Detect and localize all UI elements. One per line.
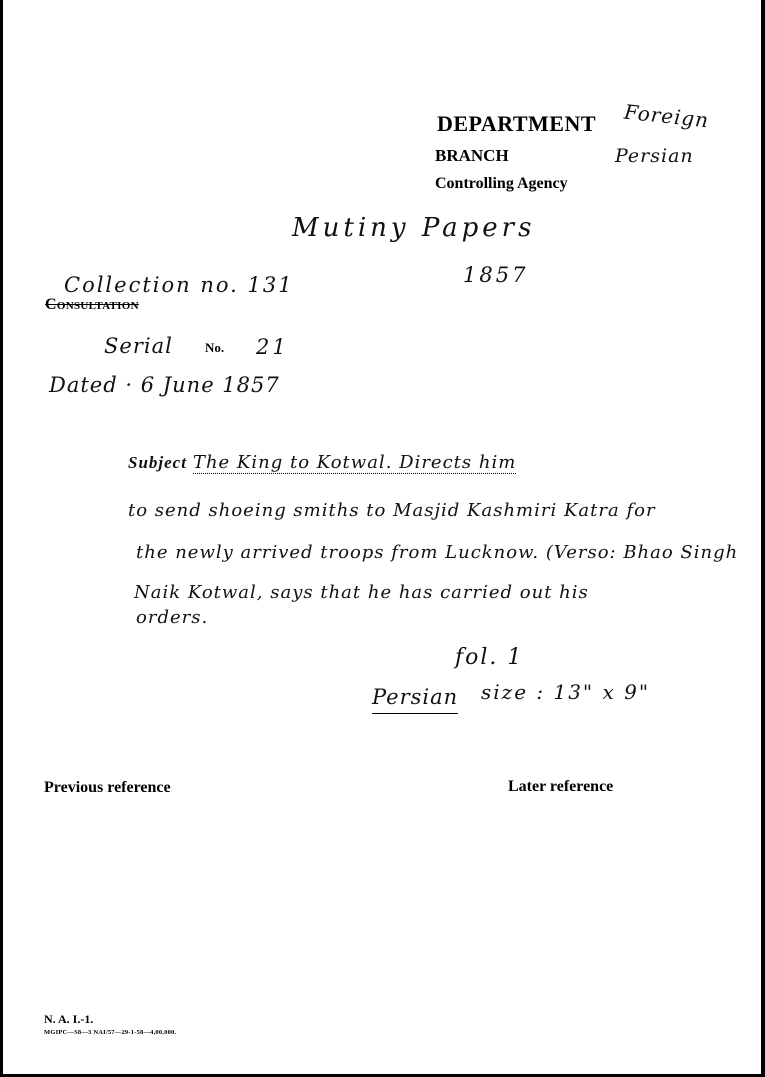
- print-code: MGIPC—S8—3 NAI/57—29-1-58—4,00,000.: [44, 1029, 177, 1036]
- page-border-left: [0, 0, 3, 1077]
- serial-no-label: No.: [205, 340, 225, 355]
- collection-year: 1857: [463, 263, 529, 287]
- collection-title: Mutiny Papers: [292, 213, 536, 243]
- subject-line-2: to send shoeing smiths to Masjid Kashmiri Katra for: [128, 500, 656, 521]
- form-code: N. A. I.-1.: [44, 1012, 94, 1026]
- consultation-label-struck: Consultation: [45, 296, 139, 313]
- previous-reference-label: Previous reference: [44, 779, 171, 796]
- collection-number: Collection no. 131: [64, 273, 294, 297]
- folio-size: size : 13" x 9": [481, 680, 651, 704]
- subject-label: Subject: [128, 453, 187, 472]
- serial-number: 21: [256, 335, 289, 359]
- controlling-agency-label: Controlling Agency: [435, 175, 568, 192]
- branch-label: BRANCH: [435, 146, 509, 165]
- branch-value: Persian: [615, 145, 694, 167]
- subject-line-1: [128, 452, 516, 473]
- date-field: Dated · 6 June 1857: [49, 373, 280, 397]
- subject-line-3: the newly arrived troops from Lucknow. (Verso: Bhao Singh: [136, 542, 739, 563]
- subject-line-5: orders.: [136, 607, 209, 628]
- page-border-right: [761, 0, 765, 1077]
- subject-line-4: Naik Kotwal, says that he has carried out his: [134, 582, 589, 603]
- serial-label: Serial: [104, 334, 173, 358]
- subject-text: The King to Kotwal. Directs him: [192, 452, 517, 473]
- department-label: DEPARTMENT: [437, 111, 597, 136]
- folio-number: fol. 1: [455, 645, 524, 670]
- later-reference-label: Later reference: [508, 778, 614, 795]
- department-value: Foreign: [622, 99, 711, 133]
- folio-language: Persian: [372, 685, 458, 714]
